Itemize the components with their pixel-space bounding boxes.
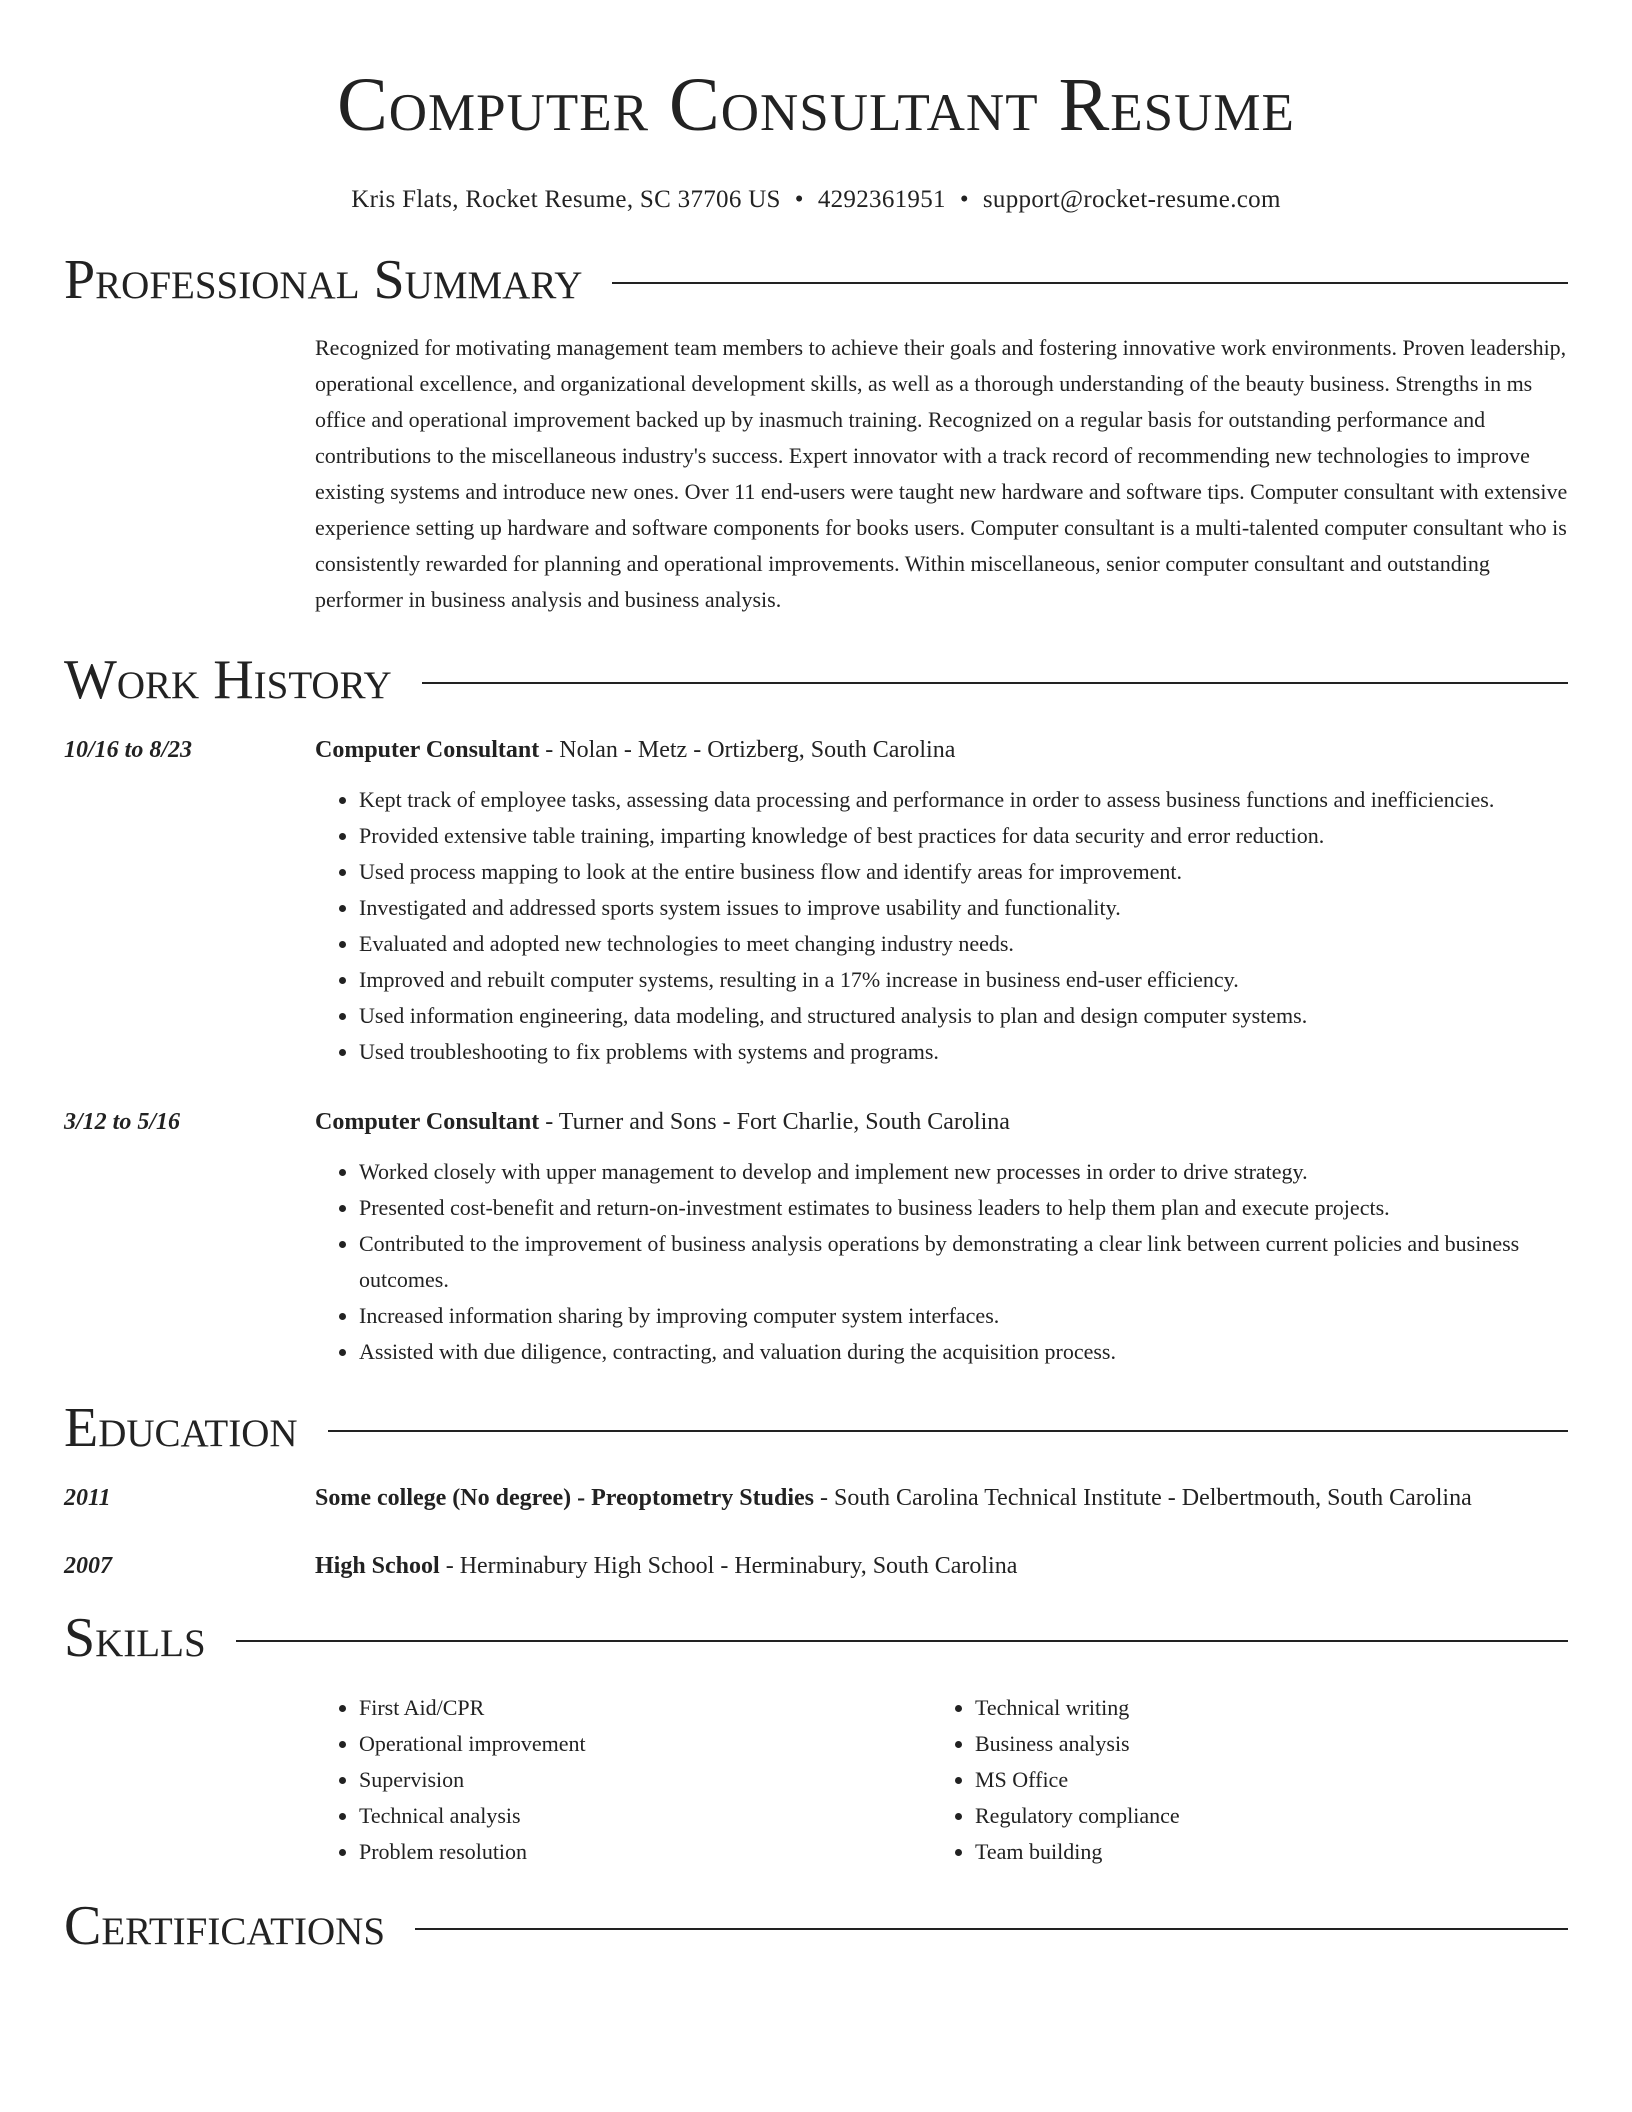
skill-item: • Technical analysis (359, 1798, 931, 1834)
work-entry (64, 730, 1568, 1070)
work-bullet: • Assisted with due diligence, contracting, and valuation during the acquisition process. (359, 1334, 1568, 1370)
skills-heading: Skills (64, 1607, 206, 1669)
section-divider (236, 1640, 1568, 1642)
certifications-section-header (64, 1894, 1568, 1958)
work-bullet: • Contributed to the improvement of business analysis operations by demonstrating a clear link between current policies and business outcomes. (359, 1226, 1568, 1298)
education-entry-body (315, 1478, 1568, 1518)
section-divider (422, 682, 1568, 684)
work-heading: Work History (64, 649, 392, 711)
skill-item: • Supervision (359, 1762, 931, 1798)
work-entry-body (315, 730, 1568, 1070)
resume-page (64, 0, 1568, 1958)
work-section-header (64, 648, 1568, 712)
job-title: Computer Consultant (315, 1109, 540, 1135)
education-heading: Education (64, 1397, 298, 1459)
summary-section-header (64, 248, 1568, 312)
job-employer: - Nolan - Metz - Ortizberg, South Carolina (539, 737, 956, 763)
work-bullet: • Used information engineering, data modeling, and structured analysis to plan and design computer systems. (359, 998, 1568, 1034)
work-bullets (315, 1154, 1568, 1370)
work-bullet: • Used troubleshooting to fix problems with systems and programs. (359, 1034, 1568, 1070)
section-divider (612, 282, 1568, 284)
work-bullet: • Improved and rebuilt computer systems, resulting in a 17% increase in business end-user efficiency. (359, 962, 1568, 998)
work-dates: 3/12 to 5/16 (64, 1109, 181, 1135)
education-entry (64, 1546, 1568, 1586)
skill-item: • Technical writing (975, 1690, 1547, 1726)
contact-separator: • (959, 186, 969, 213)
contact-address: Kris Flats, Rocket Resume, SC 37706 US (351, 186, 781, 213)
contact-email: support@rocket-resume.com (982, 186, 1281, 213)
skills-list (315, 1690, 1568, 1870)
work-bullet: • Worked closely with upper management to develop and implement new processes in order to drive strategy. (359, 1154, 1568, 1190)
work-bullets (315, 782, 1568, 1070)
skills-section-header (64, 1606, 1568, 1670)
section-divider (328, 1430, 1568, 1432)
work-bullet: • Kept track of employee tasks, assessing data processing and performance in order to assess business functions and inefficiencies. (359, 782, 1568, 818)
contact-separator: • (794, 186, 804, 213)
contact-phone: 4292361951 (817, 186, 946, 213)
education-section-header (64, 1396, 1568, 1460)
skills-column-left (315, 1690, 931, 1870)
education-school: - Herminabury High School - Herminabury, South Carolina (439, 1553, 1018, 1579)
work-bullet: • Investigated and addressed sports system issues to improve usability and functionality. (359, 890, 1568, 926)
work-bullet: • Increased information sharing by improving computer system interfaces. (359, 1298, 1568, 1334)
skill-item: • Team building (975, 1834, 1547, 1870)
work-entry-header (315, 1102, 1568, 1142)
work-bullet: • Provided extensive table training, imparting knowledge of best practices for data security and error reduction. (359, 818, 1568, 854)
skill-item: • MS Office (975, 1762, 1547, 1798)
work-dates: 10/16 to 8/23 (64, 737, 193, 763)
education-entry (64, 1478, 1568, 1518)
education-entry-body (315, 1546, 1568, 1586)
certifications-heading: Certifications (64, 1895, 386, 1957)
job-employer: - Turner and Sons - Fort Charlie, South Carolina (539, 1109, 1010, 1135)
job-title: Computer Consultant (315, 737, 540, 763)
work-bullet: • Evaluated and adopted new technologies to meet changing industry needs. (359, 926, 1568, 962)
skill-item: • First Aid/CPR (359, 1690, 931, 1726)
education-school: - South Carolina Technical Institute - Delbertmouth, South Carolina (813, 1485, 1472, 1511)
summary-heading: Professional Summary (64, 249, 583, 311)
education-degree: Some college (No degree) - Preoptometry Studies (315, 1485, 814, 1511)
skill-item: • Problem resolution (359, 1834, 931, 1870)
education-year: 2007 (64, 1553, 112, 1579)
skills-column-right (931, 1690, 1547, 1870)
skill-item: • Business analysis (975, 1726, 1547, 1762)
contact-line (64, 186, 1568, 214)
education-degree: High School (315, 1553, 440, 1579)
work-entry-body (315, 1102, 1568, 1370)
resume-title: Computer Consultant Resume (337, 63, 1295, 147)
summary-text: Recognized for motivating management team members to achieve their goals and fostering innovative work environments. Proven leadership, operational excellence, and organizational development skills, as well as a thorough understanding of the beauty business. Strengths in ms office and operational improvement backed up by inasmuch training. Recognized on a regular basis for outstanding performance and contributions to the miscellaneous industry's success. Expert innovator with a track record of recommending new technologies to improve existing systems and introduce new ones. Over 11 end-users were taught new hardware and software tips. Computer consultant with extensive experience setting up hardware and software components for books users. Computer consultant is a multi-talented computer consultant who is consistently rewarded for planning and operational improvements. Within miscellaneous, senior computer consultant and outstanding performer in business analysis and business analysis. (315, 335, 1568, 612)
work-bullet: • Presented cost-benefit and return-on-investment estimates to business leaders to help them plan and execute projects. (359, 1190, 1568, 1226)
work-entry (64, 1102, 1568, 1370)
education-year: 2011 (64, 1485, 111, 1511)
skill-item: • Regulatory compliance (975, 1798, 1547, 1834)
work-entry-header (315, 730, 1568, 770)
section-divider (415, 1928, 1568, 1930)
work-bullet: • Used process mapping to look at the entire business flow and identify areas for improvement. (359, 854, 1568, 890)
skill-item: • Operational improvement (359, 1726, 931, 1762)
